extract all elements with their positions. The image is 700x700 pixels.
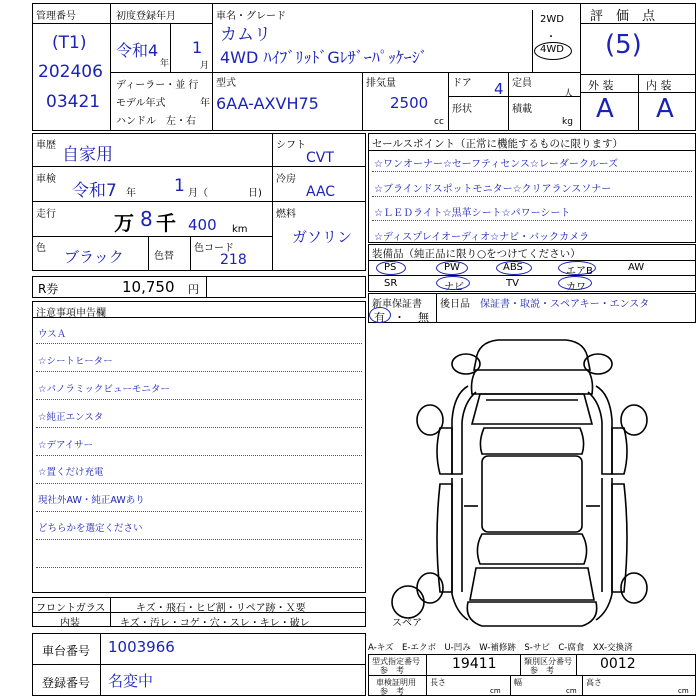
note-line-4: ☆純正エンスタ	[38, 412, 104, 423]
equip-pw: PW	[444, 262, 460, 273]
color-code-label: 色コード	[194, 243, 234, 254]
note-line-3: ☆パノラミックビューモニター	[38, 384, 170, 395]
cert-sub: 参 考	[380, 687, 404, 696]
inspection-day-unit: 日)	[248, 188, 262, 199]
recycle-unit: 円	[188, 283, 199, 296]
equip-navi: ナビ	[444, 282, 464, 293]
inspection-value: 令和7	[72, 181, 117, 201]
equip-tv: TV	[506, 278, 519, 289]
shift-value: CVT	[306, 150, 334, 166]
sales-line-2: ☆ブラインドスポットモニター☆クリアランスソナー	[374, 184, 612, 195]
mileage-unit: km	[232, 224, 248, 235]
inspection-year-unit: 年	[126, 188, 136, 199]
equip-airbag-circle	[558, 261, 596, 275]
color-value: ブラック	[64, 248, 124, 266]
later-label: 後日品	[440, 299, 470, 310]
regno-value: 名変中	[108, 672, 154, 690]
shape-label: 形状	[452, 104, 472, 115]
fuel-label: 燃料	[276, 209, 296, 220]
ac-value: AAC	[306, 184, 336, 200]
spare-label: スペア	[392, 618, 422, 629]
note-line-1: ウスＡ	[38, 329, 67, 340]
warranty-label: 新車保証書	[372, 299, 422, 310]
carname-label: 車名・グレード	[216, 11, 286, 22]
sales-title: セールスポイント（正常に機能するものに限ります）	[372, 138, 624, 150]
warranty-none: 無	[418, 311, 429, 324]
int-value: A	[656, 94, 674, 124]
score-label: 評 価 点	[590, 9, 656, 24]
drive-4wd: 4WD	[540, 44, 564, 55]
equip-abs: ABS	[503, 262, 523, 273]
warranty-dot: ・	[394, 311, 405, 324]
height-cm: cm	[678, 687, 689, 695]
front-glass-label: フロントガラス	[36, 603, 106, 614]
usage-value: 自家用	[62, 145, 113, 165]
load-label: 積載	[512, 104, 532, 115]
inspection-label: 車検	[36, 174, 56, 185]
model-year-unit: 年	[200, 98, 210, 109]
mileage-rest: 400	[188, 216, 217, 234]
kanri-line-1: (T1)	[52, 33, 87, 53]
width-label: 幅	[514, 678, 522, 687]
shift-label: シフト	[276, 140, 306, 151]
category-label: 類別区分番号	[524, 657, 572, 666]
usage-label: 車歴	[36, 140, 56, 151]
reg-month-unit: 月	[200, 61, 210, 71]
regno-label: 登録番号	[42, 676, 91, 690]
category-value: 0012	[600, 656, 636, 672]
sales-line-3: ☆ＬＥＤライト☆黒革シート☆パワーシート	[374, 208, 571, 219]
ext-value: A	[596, 94, 614, 124]
car-grade: 4WD ﾊｲﾌﾞﾘｯﾄﾞGﾚｻﾞｰﾊﾟｯｹｰｼﾞ	[220, 48, 428, 67]
kanri-label: 管理番号	[36, 11, 76, 22]
note-line-8: どちらかを選定ください	[38, 523, 143, 534]
interior-label: 内装	[60, 618, 80, 629]
equip-leather: カワ	[566, 282, 586, 293]
color-label: 色	[36, 243, 46, 254]
length-label: 長さ	[430, 678, 446, 687]
height-label: 高さ	[586, 678, 602, 687]
category-sub: 参 考	[530, 666, 554, 675]
damage-legend: A-キズ E-エクボ U-凹み W-補修跡 S-サビ C-腐食 XX-交換済	[368, 643, 633, 653]
color-code-value: 218	[220, 252, 247, 268]
car-name: カムリ	[220, 25, 271, 45]
type-design-sub: 参 考	[380, 666, 404, 675]
car-diagram	[368, 324, 696, 634]
recycle-label: R券	[38, 282, 59, 296]
reg-year-unit: 年	[160, 59, 170, 69]
inspection-month: 1	[174, 176, 185, 196]
reg-month: 1	[192, 38, 203, 57]
equip-abs-circle	[496, 261, 532, 275]
equip-airbag: エアB	[566, 266, 593, 277]
inspection-month-unit: 月（	[188, 188, 208, 199]
first-reg-label: 初度登録年月	[116, 11, 176, 22]
recycle-value: 10,750	[122, 278, 175, 296]
capacity-label: 定員	[512, 78, 532, 89]
type-design-value: 19411	[452, 656, 497, 672]
drive-dot: ・	[546, 32, 556, 43]
int-label: 内 装	[646, 79, 672, 92]
displacement-label: 排気量	[366, 78, 396, 89]
door-value: 4	[494, 80, 504, 98]
length-cm: cm	[490, 687, 501, 695]
width-cm: cm	[566, 687, 577, 695]
score-value: (5)	[605, 30, 642, 60]
mileage-label: 走行	[36, 209, 56, 220]
equipment-title: 装備品（純正品に限り○をつけてください）	[372, 248, 581, 260]
displacement-unit: cc	[434, 117, 444, 127]
equip-navi-circle	[436, 276, 470, 290]
type-design-label: 型式指定番号	[372, 657, 420, 666]
kanri-line-2: 202406	[38, 62, 103, 82]
equip-sr: SR	[384, 278, 398, 289]
chassis-label: 車台番号	[42, 644, 91, 658]
type-label: 型式	[216, 78, 236, 89]
mileage-man: 万	[114, 211, 134, 235]
warranty-have-circle	[369, 307, 391, 323]
kanri-line-3: 03421	[46, 92, 101, 112]
equip-aw: AW	[628, 262, 645, 273]
later-value: 保証書・取説・スペアキー・エンスタ	[480, 299, 650, 310]
cert-label: 車検証明用	[376, 678, 416, 687]
chassis-value: 1003966	[108, 638, 175, 656]
mileage-sen: 千	[156, 211, 176, 235]
recycle-section	[32, 276, 366, 298]
color-change-label: 色替	[154, 251, 174, 262]
ext-label: 外 装	[588, 79, 614, 92]
interior-value: キズ・汚レ・コゲ・穴・スレ・キレ・破レ	[120, 618, 310, 629]
door-label: ドア	[452, 78, 472, 89]
type-value: 6AA-AXVH75	[216, 94, 319, 113]
capacity-unit: 人	[564, 89, 574, 99]
reg-era: 令和4	[116, 41, 159, 60]
mileage-8: 8	[140, 207, 153, 231]
sales-line-4: ☆ディスプレイオーディオ☆ナビ・バックカメラ	[374, 232, 590, 243]
note-line-5: ☆デアイサー	[38, 440, 94, 451]
drive-2wd: 2WD	[540, 14, 564, 25]
note-line-7: 現社外AW・純正AWあり	[38, 495, 145, 506]
notes-title: 注意事項申告欄	[36, 308, 106, 319]
equip-pw-circle	[436, 261, 468, 275]
warranty-have: 有	[374, 311, 385, 324]
handle-label: ハンドル 左・右	[116, 116, 196, 127]
equip-ps-circle	[376, 261, 406, 275]
displacement-value: 2500	[390, 94, 429, 112]
load-unit: kg	[562, 117, 573, 127]
note-line-2: ☆シートヒーター	[38, 356, 113, 367]
dealer-label: ディーラー・並 行	[116, 80, 199, 91]
model-year-label: モデル年式	[116, 98, 166, 109]
fuel-value: ガソリン	[292, 228, 353, 246]
sales-line-1: ☆ワンオーナー☆セーフティセンス☆レーダークルーズ	[374, 159, 619, 170]
equip-ps: PS	[384, 262, 397, 273]
ac-label: 冷房	[276, 174, 296, 185]
front-glass-value: キズ・飛石・ヒビ割・リペア跡・Ｘ要	[136, 603, 306, 614]
equip-leather-circle	[558, 276, 592, 290]
note-line-6: ☆置くだけ充電	[38, 467, 104, 478]
